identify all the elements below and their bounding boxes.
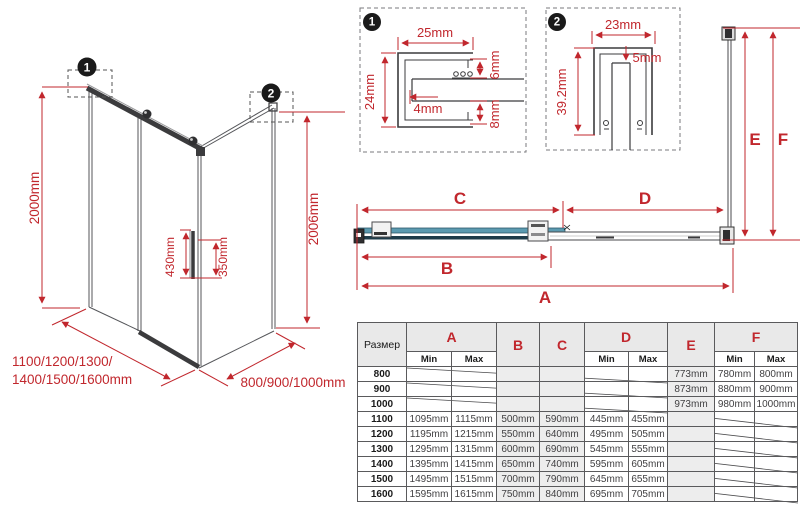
size-table-body: [358, 367, 798, 502]
table-cell: 650mm: [497, 457, 540, 472]
table-cell: [497, 382, 540, 397]
row-size-label: 1300: [358, 442, 407, 457]
table-cell: 1415mm: [452, 457, 497, 472]
row-size-label: 1500: [358, 472, 407, 487]
table-cell: [540, 367, 585, 382]
table-cell: [668, 472, 715, 487]
roller-icon: [189, 137, 198, 146]
roller-icon: [143, 110, 152, 119]
dim-label-d: D: [638, 189, 652, 208]
row-size-label: 1100: [358, 412, 407, 427]
dim-rail-height: 39.2mm: [554, 68, 569, 116]
table-cell: 900mm: [755, 382, 798, 397]
table-cell: [407, 367, 452, 382]
subheader-a-max: Max: [452, 352, 497, 367]
row-size-label: 800: [358, 367, 407, 382]
table-cell: [715, 412, 755, 427]
dim-handle-length: 430mm: [163, 236, 177, 278]
table-cell: 980mm: [715, 397, 755, 412]
table-cell: [668, 457, 715, 472]
table-cell: [497, 397, 540, 412]
row-size-label: 1400: [358, 457, 407, 472]
detail-view-1: [360, 8, 526, 152]
table-cell: 790mm: [540, 472, 585, 487]
dim-label-f: F: [777, 130, 789, 149]
table-row: [358, 427, 798, 442]
dim-front-widths-2: 1400/1500/1600mm: [12, 372, 133, 387]
dim-label-a: A: [538, 288, 552, 307]
table-cell: 773mm: [668, 367, 715, 382]
table-cell: 700mm: [497, 472, 540, 487]
table-cell: 550mm: [497, 427, 540, 442]
dim-rail-gap: 5mm: [632, 50, 662, 65]
table-cell: 1095mm: [407, 412, 452, 427]
table-cell: 740mm: [540, 457, 585, 472]
table-cell: 695mm: [585, 487, 629, 502]
table-cell: [715, 457, 755, 472]
table-row: [358, 487, 798, 502]
table-cell: 973mm: [668, 397, 715, 412]
col-header-f: F: [715, 323, 798, 352]
table-cell: [407, 382, 452, 397]
table-cell: 640mm: [540, 427, 585, 442]
table-cell: 445mm: [585, 412, 629, 427]
table-row: [358, 367, 798, 382]
dim-label-e: E: [749, 130, 761, 149]
table-cell: [715, 442, 755, 457]
table-row: [358, 442, 798, 457]
row-size-label: 1000: [358, 397, 407, 412]
table-cell: 600mm: [497, 442, 540, 457]
plan-view: [354, 27, 800, 307]
table-cell: [497, 367, 540, 382]
row-size-label: 1600: [358, 487, 407, 502]
subheader-a-min: Min: [407, 352, 452, 367]
dim-profile-wall: 4mm: [413, 101, 443, 116]
table-cell: 1000mm: [755, 397, 798, 412]
table-cell: [668, 442, 715, 457]
table-cell: 1515mm: [452, 472, 497, 487]
size-table: [357, 322, 798, 502]
table-cell: 1195mm: [407, 427, 452, 442]
table-cell: 505mm: [629, 427, 668, 442]
table-cell: 495mm: [585, 427, 629, 442]
dim-label-c: C: [453, 189, 467, 208]
callout-badge-1: [78, 58, 97, 77]
table-cell: [452, 367, 497, 382]
table-row: [358, 472, 798, 487]
dim-profile-bottom-gap: 8mm: [487, 99, 502, 129]
table-cell: [629, 367, 668, 382]
subheader-d-min: Min: [585, 352, 629, 367]
table-cell: [755, 472, 798, 487]
corner-bracket: [196, 147, 205, 156]
table-row: [358, 412, 798, 427]
dim-label-b: B: [440, 259, 454, 278]
col-header-e: E: [668, 323, 715, 367]
col-header-b: B: [497, 323, 540, 367]
table-cell: 690mm: [540, 442, 585, 457]
table-cell: 605mm: [629, 457, 668, 472]
table-cell: 545mm: [585, 442, 629, 457]
table-cell: [715, 472, 755, 487]
dim-handle-spacing: 350mm: [216, 236, 230, 278]
table-cell: 1215mm: [452, 427, 497, 442]
table-cell: [540, 397, 585, 412]
table-cell: 1315mm: [452, 442, 497, 457]
table-cell: 500mm: [497, 412, 540, 427]
table-cell: [668, 427, 715, 442]
subheader-d-max: Max: [629, 352, 668, 367]
table-cell: 880mm: [715, 382, 755, 397]
table-cell: 455mm: [629, 412, 668, 427]
dim-profile-width: 25mm: [416, 25, 454, 40]
table-cell: 645mm: [585, 472, 629, 487]
table-cell: [585, 397, 629, 412]
svg-text:1: 1: [368, 16, 376, 29]
table-cell: [452, 382, 497, 397]
table-cell: [755, 487, 798, 502]
col-header-d: D: [585, 323, 668, 352]
col-header-a: A: [407, 323, 497, 352]
table-cell: 873mm: [668, 382, 715, 397]
table-cell: [755, 427, 798, 442]
table-cell: 1295mm: [407, 442, 452, 457]
table-cell: [585, 367, 629, 382]
col-header-c: C: [540, 323, 585, 367]
table-row: [358, 457, 798, 472]
isometric-view: [12, 58, 346, 391]
dim-front-widths-1: 1100/1200/1300/: [12, 354, 113, 369]
table-cell: 590mm: [540, 412, 585, 427]
table-cell: [452, 397, 497, 412]
table-cell: [540, 382, 585, 397]
callout-badge-2-detail: [548, 13, 566, 31]
dim-height-left: 2000mm: [27, 171, 42, 225]
dim-profile-top-gap: 6mm: [487, 50, 502, 80]
table-cell: [755, 442, 798, 457]
side-panel-section: [728, 40, 731, 227]
callout-badge-2: [262, 84, 281, 103]
dim-profile-height: 24mm: [362, 73, 377, 111]
table-cell: 1595mm: [407, 487, 452, 502]
table-cell: 1495mm: [407, 472, 452, 487]
table-cell: [629, 397, 668, 412]
table-cell: [715, 427, 755, 442]
svg-text:1: 1: [83, 60, 91, 75]
glass-panel-section: [612, 63, 630, 150]
svg-text:2: 2: [267, 86, 275, 101]
subheader-f-max: Max: [755, 352, 798, 367]
col-header-size: Размер: [358, 323, 407, 367]
table-cell: [407, 397, 452, 412]
table-cell: 1115mm: [452, 412, 497, 427]
glass-panel-section: [412, 79, 524, 101]
table-cell: 750mm: [497, 487, 540, 502]
table-cell: [629, 382, 668, 397]
table-cell: [585, 382, 629, 397]
dim-rail-width: 23mm: [604, 17, 642, 32]
row-size-label: 900: [358, 382, 407, 397]
table-cell: 655mm: [629, 472, 668, 487]
table-cell: 705mm: [629, 487, 668, 502]
table-cell: 780mm: [715, 367, 755, 382]
table-cell: [755, 412, 798, 427]
table-cell: [668, 412, 715, 427]
table-cell: [715, 487, 755, 502]
callout-badge-1-detail: [363, 13, 381, 31]
table-cell: [755, 457, 798, 472]
table-cell: 555mm: [629, 442, 668, 457]
table-cell: 800mm: [755, 367, 798, 382]
dim-side-widths: 800/900/1000mm: [240, 375, 346, 390]
table-row: [358, 397, 798, 412]
detail-view-2: [546, 8, 680, 150]
table-cell: [668, 487, 715, 502]
svg-text:2: 2: [553, 16, 561, 29]
row-size-label: 1200: [358, 427, 407, 442]
table-row: [358, 382, 798, 397]
table-cell: 1395mm: [407, 457, 452, 472]
subheader-f-min: Min: [715, 352, 755, 367]
dim-height-right: 2006mm: [306, 192, 321, 246]
bottom-rail: [139, 332, 199, 367]
table-cell: 840mm: [540, 487, 585, 502]
table-cell: 1615mm: [452, 487, 497, 502]
table-cell: 595mm: [585, 457, 629, 472]
